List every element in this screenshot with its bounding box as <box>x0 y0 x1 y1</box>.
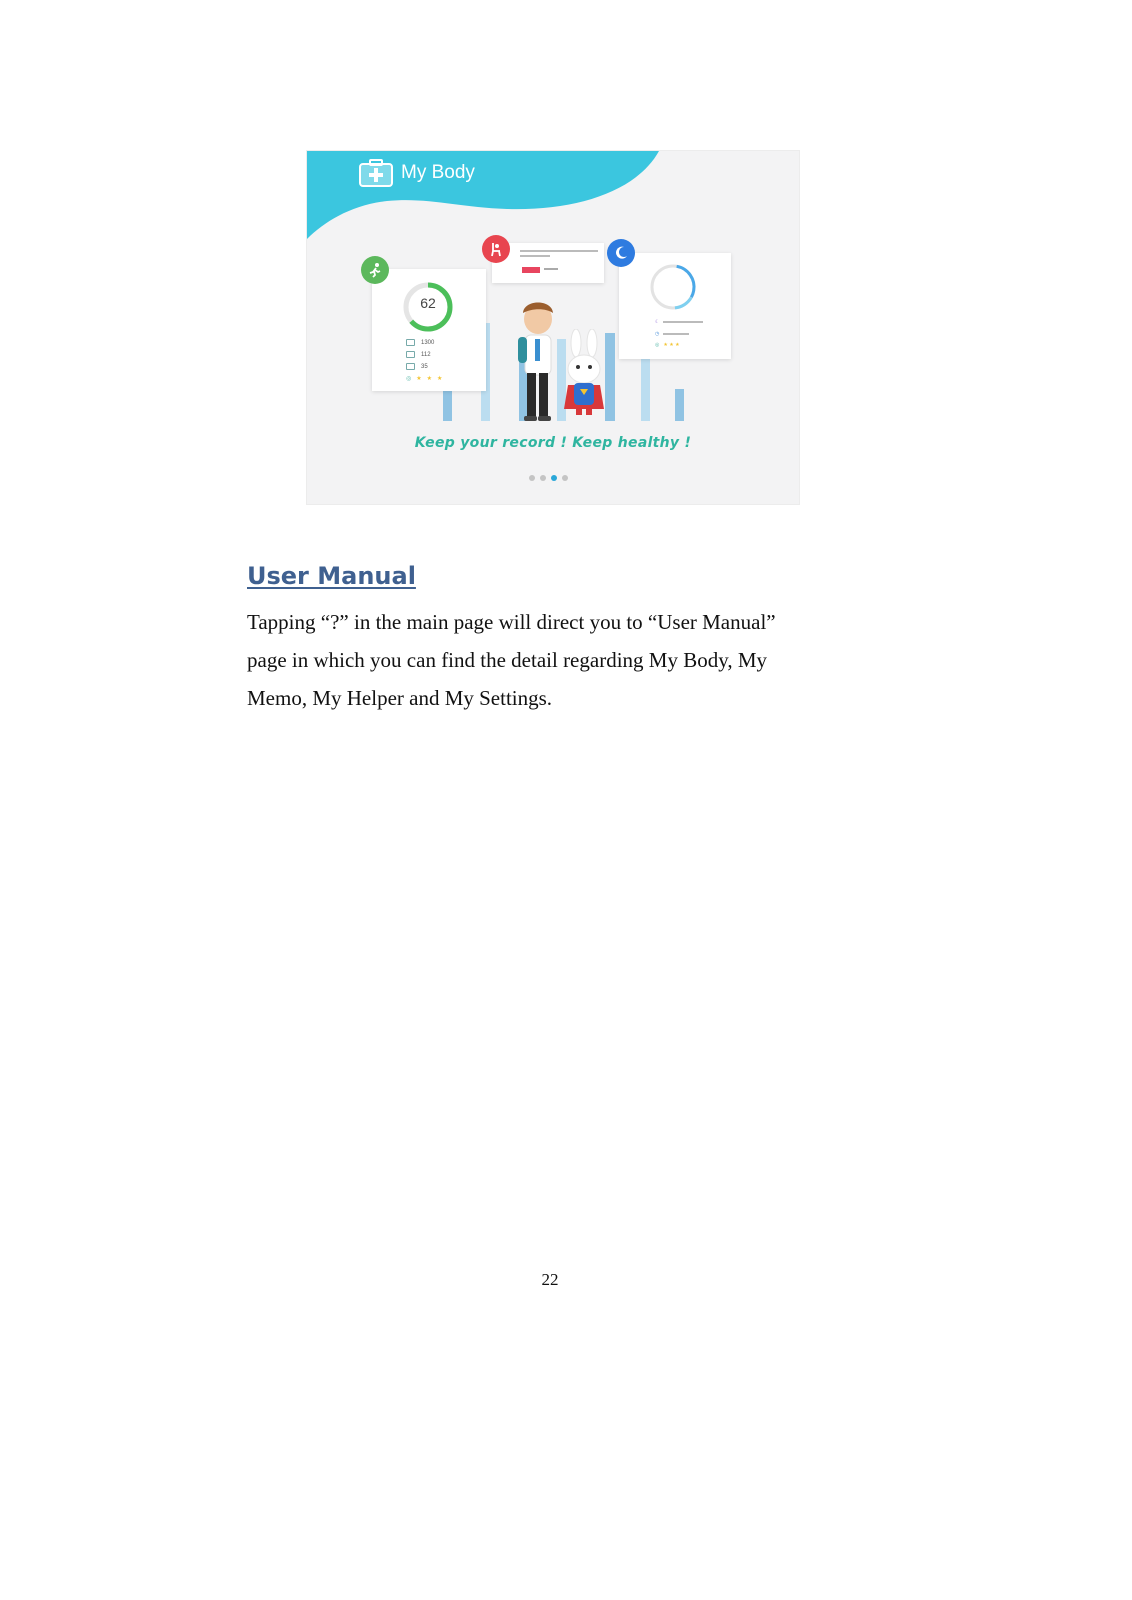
paragraph-line: Memo, My Helper and My Settings. <box>247 686 553 710</box>
progress-ring <box>400 279 456 335</box>
clock-icon: ◷ <box>655 331 660 337</box>
section-heading: User Manual <box>247 562 416 590</box>
chart-bar-decor <box>641 351 650 421</box>
running-icon <box>361 256 389 284</box>
alert-value-pill <box>522 267 540 273</box>
target-icon: ◎ <box>406 376 412 382</box>
sleep-card <box>619 253 731 359</box>
duration-value: 35 <box>421 363 428 370</box>
chart-bar-decor <box>443 389 452 421</box>
sleep-duration-row <box>655 331 689 337</box>
chart-bar-decor <box>605 333 615 421</box>
carousel-dot[interactable] <box>529 475 535 481</box>
my-body-screenshot <box>306 150 800 505</box>
sleep-dial <box>647 261 699 313</box>
sleep-rating-row <box>655 342 680 348</box>
page-number: 22 <box>541 1270 559 1289</box>
calories-value: 112 <box>421 351 431 358</box>
section-paragraph <box>247 603 867 717</box>
star-icon: ★ <box>416 376 422 382</box>
moon-icon <box>607 239 635 267</box>
carousel-dot[interactable] <box>562 475 568 481</box>
chair-icon <box>482 235 510 263</box>
carousel-dot[interactable] <box>540 475 546 481</box>
star-icon: ★ ★ ★ <box>663 342 680 348</box>
calories-row <box>406 351 431 358</box>
activity-score: 62 <box>420 295 436 311</box>
star-icon: ★ <box>426 376 433 382</box>
paragraph-line: Tapping “?” in the main page will direct you to “User Manual” <box>247 610 776 634</box>
chart-bar-decor <box>675 389 684 421</box>
moon-small-icon: ☾ <box>655 319 660 325</box>
battery-icon <box>406 363 415 370</box>
alert-unit <box>544 266 558 274</box>
slogan-text: Keep your record ! Keep healthy ! <box>414 435 692 451</box>
alert-text-placeholder <box>520 249 600 261</box>
duration-row <box>406 363 428 370</box>
rating-stars <box>406 375 442 382</box>
carousel-dot-active[interactable] <box>551 475 557 481</box>
star-icon: ★ <box>437 376 443 382</box>
bunny-illustration <box>562 329 606 429</box>
app-header <box>359 159 475 187</box>
steps-value: 1300 <box>421 339 435 346</box>
steps-row <box>406 339 434 346</box>
app-title: My Body <box>401 162 475 183</box>
activity-card <box>372 269 486 391</box>
flame-icon <box>406 351 415 358</box>
footprint-icon <box>406 339 415 346</box>
paragraph-line: page in which you can find the detail regarding My Body, My <box>247 648 768 672</box>
sleep-time-row <box>655 319 703 325</box>
boy-illustration <box>512 299 562 429</box>
carousel-indicator[interactable] <box>529 475 568 481</box>
medical-kit-icon <box>359 159 393 187</box>
target-icon: ◎ <box>655 342 660 348</box>
